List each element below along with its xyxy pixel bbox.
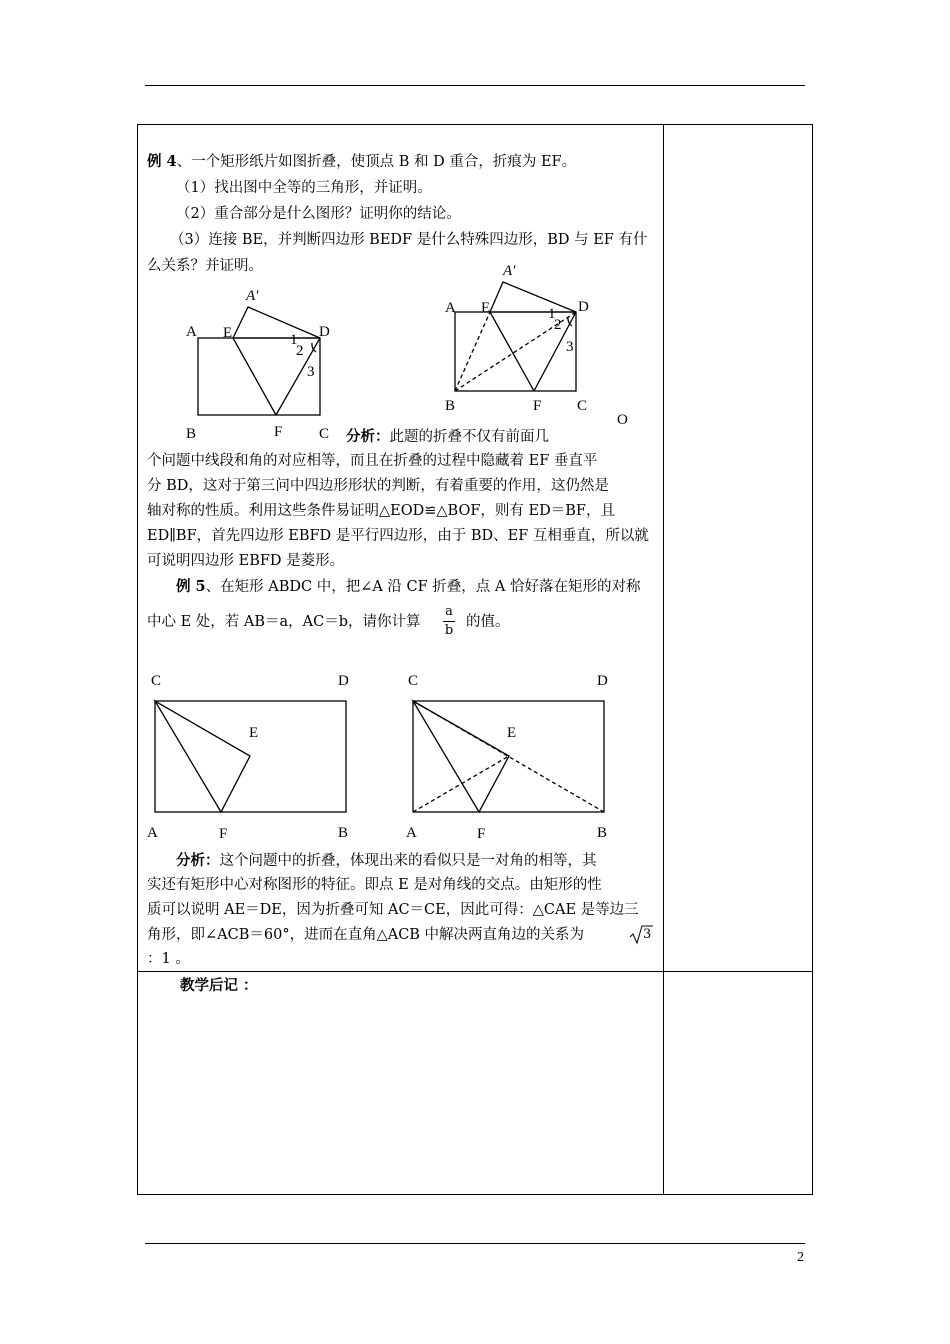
fig4-label-a: A [406,825,417,841]
fig3-label-d: D [338,673,349,689]
fig1-label-b: B [186,426,197,442]
fig2-label-1: 1 [548,306,556,322]
fig2-label-b: B [445,398,456,414]
fig4-label-d: D [597,673,608,689]
ex4-question-1: （1）找出图中全等的三角形，并证明。 [176,180,432,196]
fig2-label-c: C [577,398,588,414]
ex5-analysis-line: 实还有矩形中心对称图形的特征。即点 E 是对角线的交点。由矩形的性 [147,877,602,893]
fig2-label-a-prime: A′ [503,263,516,279]
ex4-analysis-line: 分 BD，这对于第三问中四边形形状的判断，有着重要的作用，这仍然是 [147,478,609,494]
fraction-denominator: b [444,623,454,638]
fig1-label-3: 3 [307,364,315,380]
ex5-analysis-first: 分析：这个问题中的折叠，体现出来的看似只是一对角的相等，其 [176,852,597,869]
fig1-label-a-prime: A′ [246,288,259,304]
ex5-analysis-label: 分析： [176,852,220,869]
ex4-analysis-line: 轴对称的性质。利用这些条件易证明△EOD≌△BOF，则有 ED＝BF，且 [147,503,615,519]
fig1-label-f: F [274,424,283,440]
fig2-label-3: 3 [566,339,574,355]
fig1-label-1: 1 [290,332,298,348]
page-number: 2 [797,1250,804,1265]
ex4-question-3a: （3）连接 BE，并判断四边形 BEDF 是什么特殊四边形，BD 与 EF 有什 [170,232,648,248]
fig1-label-a: A [186,324,197,340]
fig3-label-b: B [338,825,349,841]
fig2-label-e: E [481,300,491,316]
fig4-label-c: C [408,673,419,689]
fig3-label-e: E [249,725,259,741]
fig1-label-e: E [223,325,233,341]
sqrt-radicand: 3 [643,927,652,942]
ex4-heading: 例 4 [147,153,177,170]
fig2-label-f: F [533,398,542,414]
ex5-analysis-line: 质可以说明 AE＝DE，因为折叠可知 AC＝CE，因此可得：△CAE 是等边三 [147,902,639,918]
fig4-label-e: E [507,725,517,741]
ex5-line2b: 的值。 [466,614,510,630]
ex4-question-2: （2）重合部分是什么图形？证明你的结论。 [176,206,461,222]
ex4-question-3b: 么关系？并证明。 [147,258,263,274]
ex5-line2a: 中心 E 处，若 AB＝a，AC＝b，请你计算 [147,614,421,630]
ex4-analysis-line: 个问题中线段和角的对应相等，而且在折叠的过程中隐藏着 EF 垂直平 [147,453,598,469]
ex4-analysis-label: 分析： [346,428,390,445]
ex5-heading: 例 5 [176,578,206,595]
ex4-analysis-line: 可说明四边形 EBFD 是菱形。 [147,553,345,569]
fig3-label-c: C [151,673,162,689]
fig2-label-2: 2 [554,317,562,333]
fig3-label-f: F [219,826,228,842]
fig1-label-d: D [319,324,330,340]
ex5-analysis-line: 角形，即∠ACB＝60°，进而在直角△ACB 中解决两直角边的关系为 [147,927,585,943]
ex5-line1: 例 5、在矩形 ABDC 中，把∠A 沿 CF 折叠，点 A 恰好落在矩形的对称 [176,578,641,595]
fig4-label-b: B [597,825,608,841]
fig2-label-d: D [578,299,589,315]
fig4-label-f: F [477,826,486,842]
fraction-numerator: a [445,604,453,619]
fig3-label-a: A [147,825,158,841]
fig2-label-a: A [445,300,456,316]
ex4-line1: 例 4、一个矩形纸片如图折叠，使顶点 B 和 D 重合，折痕为 EF。 [147,153,577,170]
fig1-label-c: C [319,426,330,442]
fig2-label-o: O [617,412,628,428]
afterword-label: 教学后记 ： [180,977,258,994]
fig1-label-2: 2 [296,343,304,359]
ex5-last-line: ：1 。 [147,951,190,967]
ex4-analysis-line: ED∥BF，首先四边形 EBFD 是平行四边形，由于 BD、EF 互相垂直，所以就 [147,528,649,544]
ex4-analysis-first: 分析：此题的折叠不仅有前面几 [346,428,549,445]
